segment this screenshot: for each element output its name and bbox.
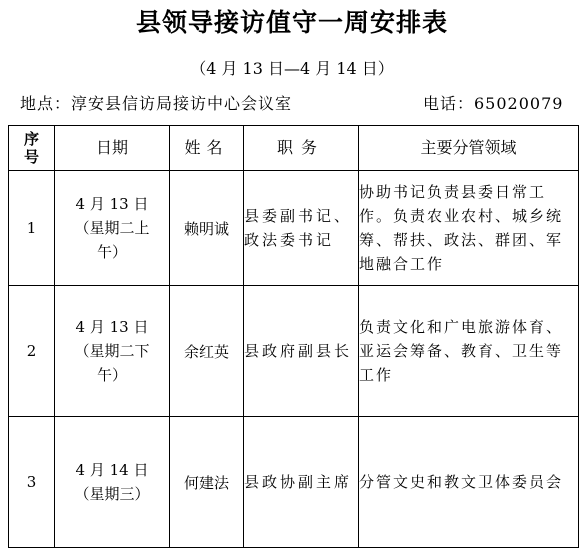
cell-seq: 1 bbox=[9, 171, 55, 286]
date-line: 4 月 13 日 bbox=[75, 318, 149, 336]
date-line: 4 月 14 日 bbox=[75, 461, 149, 479]
date-line: （星期三） bbox=[74, 485, 150, 503]
cell-duties: 分管文史和教文卫体委员会 bbox=[359, 417, 579, 548]
header-name: 姓名 bbox=[170, 126, 244, 171]
cell-title: 县政协副主席 bbox=[244, 417, 359, 548]
table-row bbox=[9, 171, 579, 286]
table-row bbox=[9, 417, 579, 548]
document-title: 县领导接访值守一周安排表 bbox=[135, 8, 448, 37]
table-row bbox=[9, 286, 579, 417]
cell-title: 县委副书记、政法委书记 bbox=[244, 171, 359, 286]
cell-duties: 协助书记负责县委日常工作。负责农业农村、城乡统筹、帮扶、政法、群团、军地融合工作 bbox=[359, 171, 579, 286]
cell-name: 何建法 bbox=[170, 417, 244, 548]
table-header-row bbox=[9, 126, 579, 171]
cell-title: 县政府副县长 bbox=[244, 286, 359, 417]
header-seq bbox=[9, 126, 55, 171]
header-seq-line2: 号 bbox=[23, 148, 39, 166]
header-date: 日期 bbox=[55, 126, 170, 171]
location-text: 地点：淳安县信访局接访中心会议室 bbox=[20, 94, 293, 113]
cell-duties: 负责文化和广电旅游体育、亚运会筹备、教育、卫生等工作 bbox=[359, 286, 579, 417]
cell-date bbox=[55, 171, 170, 286]
cell-date bbox=[55, 417, 170, 548]
header-seq-line1: 序 bbox=[23, 130, 39, 148]
date-line: 午） bbox=[96, 243, 127, 261]
cell-name: 余红英 bbox=[170, 286, 244, 417]
cell-seq: 3 bbox=[9, 417, 55, 548]
date-line: 4 月 13 日 bbox=[75, 195, 149, 213]
cell-name: 赖明诚 bbox=[170, 171, 244, 286]
date-line: （星期二下 bbox=[74, 342, 150, 360]
cell-date bbox=[55, 286, 170, 417]
cell-seq: 2 bbox=[9, 286, 55, 417]
phone-text: 电话：65020079 bbox=[423, 94, 564, 113]
date-range-subtitle: （4 月 13 日—4 月 14 日） bbox=[190, 59, 394, 78]
schedule-table bbox=[8, 125, 579, 548]
header-title: 职务 bbox=[244, 126, 359, 171]
date-line: （星期二上 bbox=[74, 219, 150, 237]
date-line: 午） bbox=[96, 366, 127, 384]
header-duties: 主要分管领域 bbox=[359, 126, 579, 171]
